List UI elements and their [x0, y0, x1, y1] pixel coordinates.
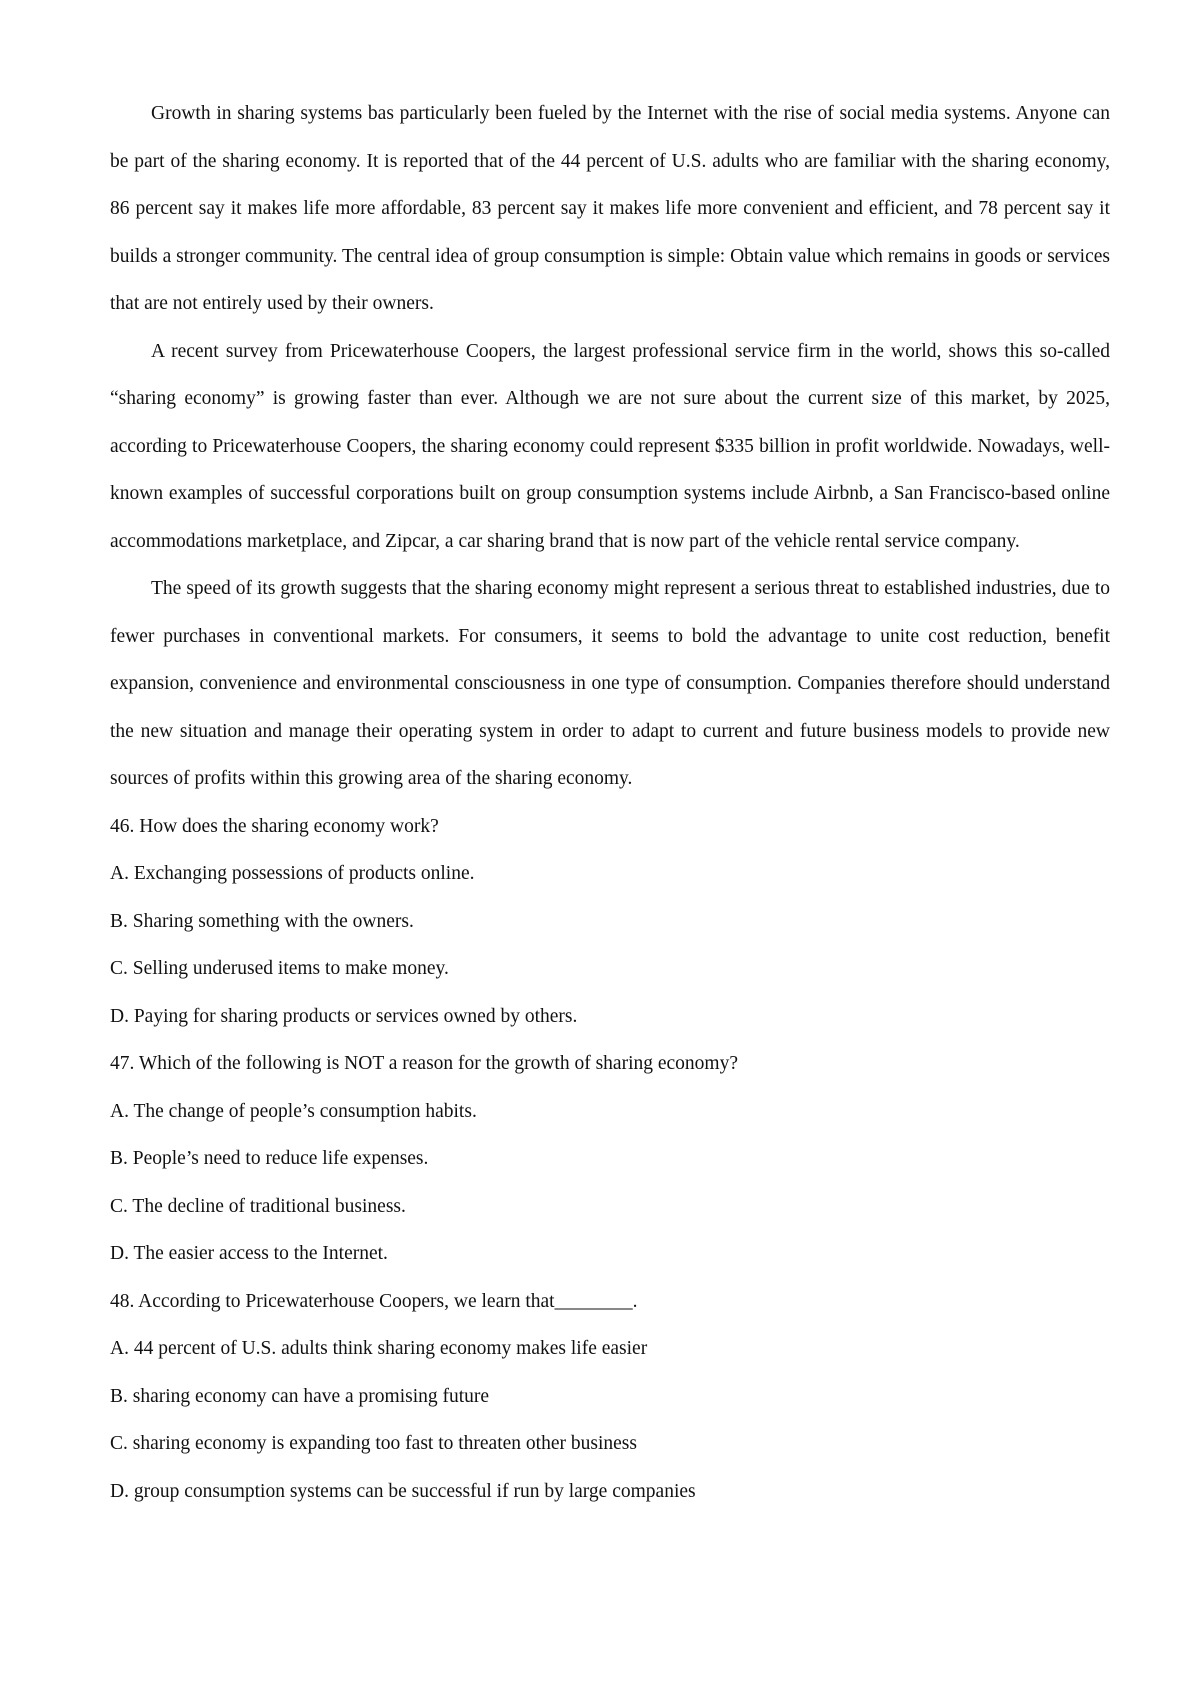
- question-stem: 48. According to Pricewaterhouse Coopers, we learn that________.: [110, 1290, 638, 1312]
- question-stem: 47. Which of the following is NOT a reason for the growth of sharing economy?: [110, 1053, 739, 1074]
- option-a: A. 44 percent of U.S. adults think sharing economy makes life easier: [110, 1338, 648, 1359]
- reading-passage: [110, 90, 1110, 803]
- question-stem: 46. How does the sharing economy work?: [110, 815, 439, 837]
- option-a: A. The change of people’s consumption habits.: [110, 1100, 477, 1122]
- option-b: B. sharing economy can have a promising future: [110, 1385, 490, 1407]
- question-47: [110, 1040, 1110, 1278]
- passage-paragraph-1: Growth in sharing systems bas particularly been fueled by the Internet with the rise of social media systems. Anyone can be part of the sharing economy. It is reported that of the 44 percent of U.S. adults who are familiar with the sharing economy, 86 percent say it makes life more affordable, 83 percent say it makes life more convenient and efficient, and 78 percent say it builds a stronger community. The central idea of group consumption is simple: Obtain value which remains in goods or services that are not entirely used by their owners.: [110, 103, 1110, 314]
- question-46: [110, 803, 1110, 1041]
- option-b: B. Sharing something with the owners.: [110, 910, 414, 932]
- option-c: C. sharing economy is expanding too fast to threaten other business: [110, 1433, 637, 1454]
- question-48: [110, 1278, 1110, 1516]
- option-d: D. The easier access to the Internet.: [110, 1243, 388, 1264]
- option-d: D. Paying for sharing products or services owned by others.: [110, 1005, 578, 1027]
- option-c: C. Selling underused items to make money.: [110, 958, 449, 979]
- option-c: C. The decline of traditional business.: [110, 1195, 406, 1217]
- option-b: B. People’s need to reduce life expenses.: [110, 1148, 429, 1169]
- option-d: D. group consumption systems can be successful if run by large companies: [110, 1480, 696, 1502]
- passage-paragraph-3: The speed of its growth suggests that the sharing economy might represent a serious threat to established industries, due to fewer purchases in conventional markets. For consumers, it seems to bold the advantage to unite cost reduction, benefit expansion, convenience and environmental consciousness in one type of consumption. Companies therefore should understand the new situation and manage their operating system in order to adapt to current and future business models to provide new sources of profits within this growing area of the sharing economy.: [110, 578, 1110, 789]
- document-page: [110, 90, 1110, 1515]
- option-a: A. Exchanging possessions of products online.: [110, 863, 475, 884]
- passage-paragraph-2: A recent survey from Pricewaterhouse Coopers, the largest professional service firm in the world, shows this so-called “sharing economy” is growing faster than ever. Although we are not sure about the current size of this market, by 2025, according to Pricewaterhouse Coopers, the sharing economy could represent $335 billion in profit worldwide. Nowadays, well-known examples of successful corporations built on group consumption systems include Airbnb, a San Francisco-based online accommodations marketplace, and Zipcar, a car sharing brand that is now part of the vehicle rental service company.: [110, 340, 1110, 552]
